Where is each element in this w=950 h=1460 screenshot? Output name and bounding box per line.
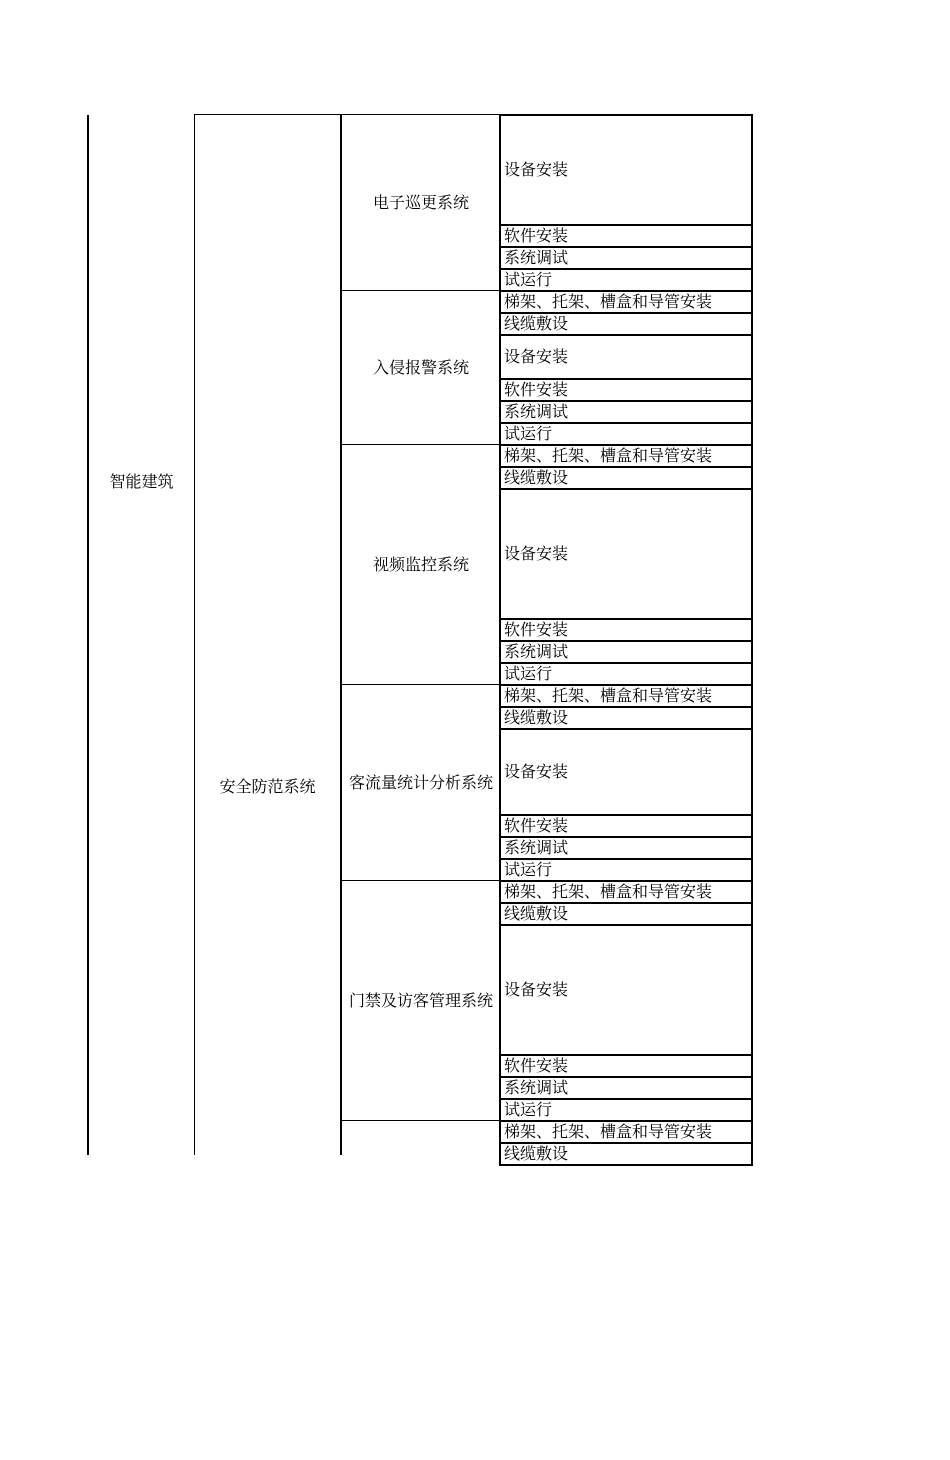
item-cell xyxy=(499,466,753,490)
system-name: 门禁及访客管理系统 xyxy=(348,990,493,1010)
item-label: 软件安装 xyxy=(504,226,569,245)
item-cell xyxy=(499,902,753,926)
item-cell xyxy=(499,1098,753,1122)
item-cell xyxy=(499,662,753,686)
item-label: 设备安装 xyxy=(504,980,569,999)
item-label: 系统调试 xyxy=(504,248,569,267)
item-cell xyxy=(499,224,753,248)
item-cell xyxy=(499,312,753,336)
system-name: 视频监控系统 xyxy=(372,554,469,574)
item-cell xyxy=(499,728,753,816)
item-label: 系统调试 xyxy=(504,642,569,661)
item-label: 软件安装 xyxy=(504,380,569,399)
system-name: 客流量统计分析系统 xyxy=(348,772,493,792)
item-label: 设备安装 xyxy=(504,347,569,366)
item-label: 梯架、托架、槽盒和导管安装 xyxy=(504,882,713,901)
item-label: 试运行 xyxy=(504,424,553,443)
item-label: 线缆敷设 xyxy=(504,1144,569,1163)
item-cell xyxy=(499,378,753,402)
item-cell xyxy=(499,684,753,708)
item-cell xyxy=(499,706,753,730)
item-cell xyxy=(499,246,753,270)
category-label: 智能建筑 xyxy=(109,472,174,491)
item-label: 系统调试 xyxy=(504,1078,569,1097)
system-name: 入侵报警系统 xyxy=(372,357,469,377)
system-name-cell xyxy=(342,290,500,444)
item-cell xyxy=(499,836,753,860)
system-name-cell xyxy=(342,1120,500,1164)
system-name-cell xyxy=(342,880,500,1120)
item-label: 试运行 xyxy=(504,270,553,289)
item-cell xyxy=(499,400,753,424)
item-label: 试运行 xyxy=(504,860,553,879)
item-label: 设备安装 xyxy=(504,544,569,563)
item-label: 设备安装 xyxy=(504,762,569,781)
subsystem-label: 安全防范系统 xyxy=(219,777,316,796)
item-label: 系统调试 xyxy=(504,402,569,421)
item-cell xyxy=(499,444,753,468)
item-cell xyxy=(499,488,753,620)
item-label: 软件安装 xyxy=(504,1056,569,1075)
item-label: 梯架、托架、槽盒和导管安装 xyxy=(504,686,713,705)
item-cell xyxy=(499,814,753,838)
system-name-cell xyxy=(342,684,500,880)
item-label: 线缆敷设 xyxy=(504,904,569,923)
item-label: 系统调试 xyxy=(504,838,569,857)
item-cell xyxy=(499,640,753,664)
item-cell xyxy=(499,114,753,226)
item-label: 梯架、托架、槽盒和导管安装 xyxy=(504,446,713,465)
subsystem-label-cell xyxy=(195,776,340,798)
item-cell xyxy=(499,1076,753,1100)
item-label: 软件安装 xyxy=(504,816,569,835)
item-cell xyxy=(499,422,753,446)
item-cell xyxy=(499,858,753,882)
system-name: 电子巡更系统 xyxy=(372,192,469,212)
item-cell xyxy=(499,1054,753,1078)
item-label: 梯架、托架、槽盒和导管安装 xyxy=(504,1122,713,1141)
item-cell xyxy=(499,1142,753,1166)
item-label: 设备安装 xyxy=(504,160,569,179)
item-label: 线缆敷设 xyxy=(504,708,569,727)
item-label: 试运行 xyxy=(504,1100,553,1119)
item-cell xyxy=(499,880,753,904)
item-cell xyxy=(499,290,753,314)
item-label: 试运行 xyxy=(504,664,553,683)
item-cell xyxy=(499,334,753,380)
item-label: 线缆敷设 xyxy=(504,314,569,333)
system-name-cell xyxy=(342,444,500,684)
category-cell xyxy=(89,115,194,849)
item-label: 软件安装 xyxy=(504,620,569,639)
item-label: 线缆敷设 xyxy=(504,468,569,487)
item-cell xyxy=(499,268,753,292)
system-name-cell xyxy=(342,114,500,290)
item-cell xyxy=(499,924,753,1056)
item-label: 梯架、托架、槽盒和导管安装 xyxy=(504,292,713,311)
item-cell xyxy=(499,618,753,642)
item-cell xyxy=(499,1120,753,1144)
